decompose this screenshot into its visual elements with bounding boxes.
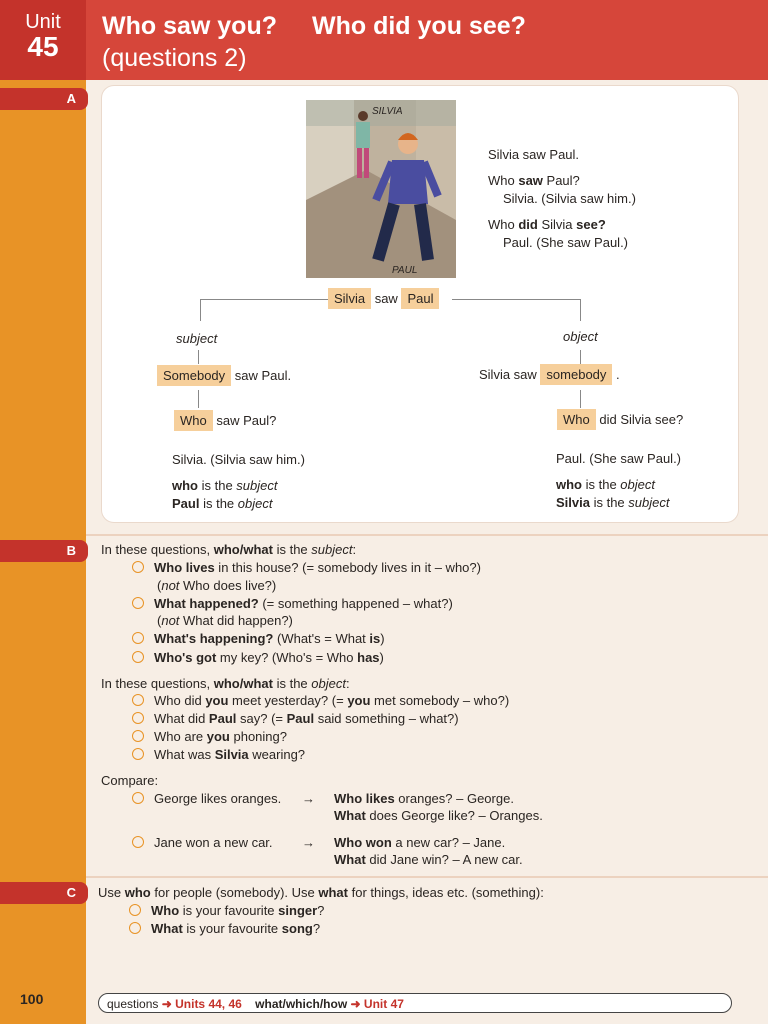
link-unit-47[interactable]: Unit 47 — [363, 997, 404, 1011]
center-paul: Paul — [401, 288, 439, 309]
example-who-did-silvia-see: Who did Silvia see? — [488, 217, 606, 232]
label-paul: PAUL — [392, 265, 418, 276]
title-part-1: Who saw you? — [102, 12, 277, 40]
link-units-44-46[interactable]: Units 44, 46 — [175, 997, 242, 1011]
silvia-paul-illustration — [306, 100, 456, 278]
example-answer-paul: Paul. (She saw Paul.) — [503, 235, 629, 250]
b-compare-1: George likes oranges. — [132, 790, 281, 808]
center-silvia: Silvia — [328, 288, 371, 309]
page-number: 100 — [20, 991, 44, 1007]
connector-left-h — [200, 299, 328, 300]
section-tab-a: A — [0, 88, 88, 110]
connector-right-v — [580, 299, 581, 321]
label-silvia: SILVIA — [372, 106, 403, 117]
arrow-icon: ➜ — [161, 997, 172, 1011]
bullet-icon — [132, 632, 144, 644]
b-object-q1: Who did you meet yesterday? (= you met somebody – who?) — [132, 692, 509, 710]
arrow-icon: ➜ — [350, 997, 361, 1011]
b-subject-q2: What happened? (= something happened – what?) — [132, 595, 453, 613]
bullet-icon — [132, 597, 144, 609]
section-divider-b — [86, 534, 768, 536]
title-subtitle: (questions 2) — [102, 44, 247, 72]
arrow-icon: → — [302, 791, 315, 806]
connector-left-2 — [198, 350, 199, 364]
b-object-q3: Who are you phoning? — [132, 728, 287, 746]
section-divider-c — [86, 876, 768, 878]
example-answer-silvia: Silvia. (Silvia saw him.) — [503, 191, 636, 206]
bullet-icon — [132, 561, 144, 573]
right-rule-2: Silvia is the subject — [556, 495, 670, 510]
bullet-icon — [132, 694, 144, 706]
unit-number: 45 — [27, 31, 59, 62]
b-compare-label: Compare: — [101, 773, 159, 788]
center-sentence: Silvia saw Paul — [328, 290, 439, 308]
right-somebody-row: Silvia saw somebody . — [479, 366, 620, 384]
bullet-icon — [132, 712, 144, 724]
left-answer: Silvia. (Silvia saw him.) — [172, 452, 305, 467]
b-object-q2: What did Paul say? (= Paul said something – what?) — [132, 710, 459, 728]
illustration — [306, 100, 456, 278]
arrow-icon: → — [302, 835, 315, 850]
bullet-icon — [132, 836, 144, 848]
b-subject-q1-note: (not Who does live?) — [157, 578, 277, 593]
left-rule-1: who is the subject — [172, 478, 278, 493]
unit-label: Unit — [25, 11, 61, 33]
left-rule-2: Paul is the object — [172, 496, 273, 511]
b-compare-1-who: Who likes oranges? – George. — [334, 791, 514, 806]
label-subject: subject — [176, 331, 218, 346]
bullet-icon — [129, 904, 141, 916]
left-somebody-row: Somebody saw Paul. — [157, 367, 291, 385]
section-tab-b: B — [0, 540, 88, 562]
b-subject-q1: Who lives in this house? (= somebody lives in it – who?) — [132, 559, 481, 577]
title-part-2: Who did you see? — [312, 12, 526, 40]
b-intro-object: In these questions, who/what is the object: — [101, 676, 350, 691]
cross-reference-box: questions ➜ Units 44, 46 what/which/how ➜ Unit 47 — [98, 993, 732, 1013]
b-intro-subject: In these questions, who/what is the subject: — [101, 542, 357, 557]
connector-right-3 — [580, 390, 581, 408]
bullet-icon — [132, 730, 144, 742]
connector-right-h — [452, 299, 580, 300]
example-silvia-saw-paul: Silvia saw Paul. — [488, 147, 580, 162]
b-compare-2-what: What did Jane win? – A new car. — [334, 852, 523, 867]
section-tab-c: C — [0, 882, 88, 904]
connector-right-2 — [580, 350, 581, 364]
bullet-icon — [132, 651, 144, 663]
label-object: object — [563, 329, 598, 344]
b-compare-2: Jane won a new car. — [132, 834, 273, 852]
c-q2: What is your favourite song? — [129, 920, 320, 938]
b-compare-1-what: What does George like? – Oranges. — [334, 808, 543, 823]
bullet-icon — [132, 748, 144, 760]
right-rule-1: who is the object — [556, 477, 655, 492]
c-q1: Who is your favourite singer? — [129, 902, 324, 920]
b-subject-q3: What's happening? (What's = What is) — [132, 630, 385, 648]
b-subject-q4: Who's got my key? (Who's = Who has) — [132, 649, 384, 667]
b-compare-2-who: Who won a new car? – Jane. — [334, 835, 506, 850]
title-bar — [86, 0, 768, 80]
b-object-q4: What was Silvia wearing? — [132, 746, 305, 764]
c-intro: Use who for people (somebody). Use what for things, ideas etc. (something): — [98, 885, 544, 900]
unit-badge — [0, 0, 86, 80]
connector-left-v — [200, 299, 201, 321]
connector-left-3 — [198, 390, 199, 408]
bullet-icon — [129, 922, 141, 934]
b-subject-q2-note: (not What did happen?) — [157, 613, 293, 628]
bullet-icon — [132, 792, 144, 804]
sidebar — [0, 0, 86, 1024]
right-who-row: Who did Silvia see? — [557, 411, 683, 429]
left-who-row: Who saw Paul? — [174, 412, 276, 430]
example-who-saw-paul: Who saw Paul? — [488, 173, 580, 188]
right-answer: Paul. (She saw Paul.) — [556, 451, 682, 466]
